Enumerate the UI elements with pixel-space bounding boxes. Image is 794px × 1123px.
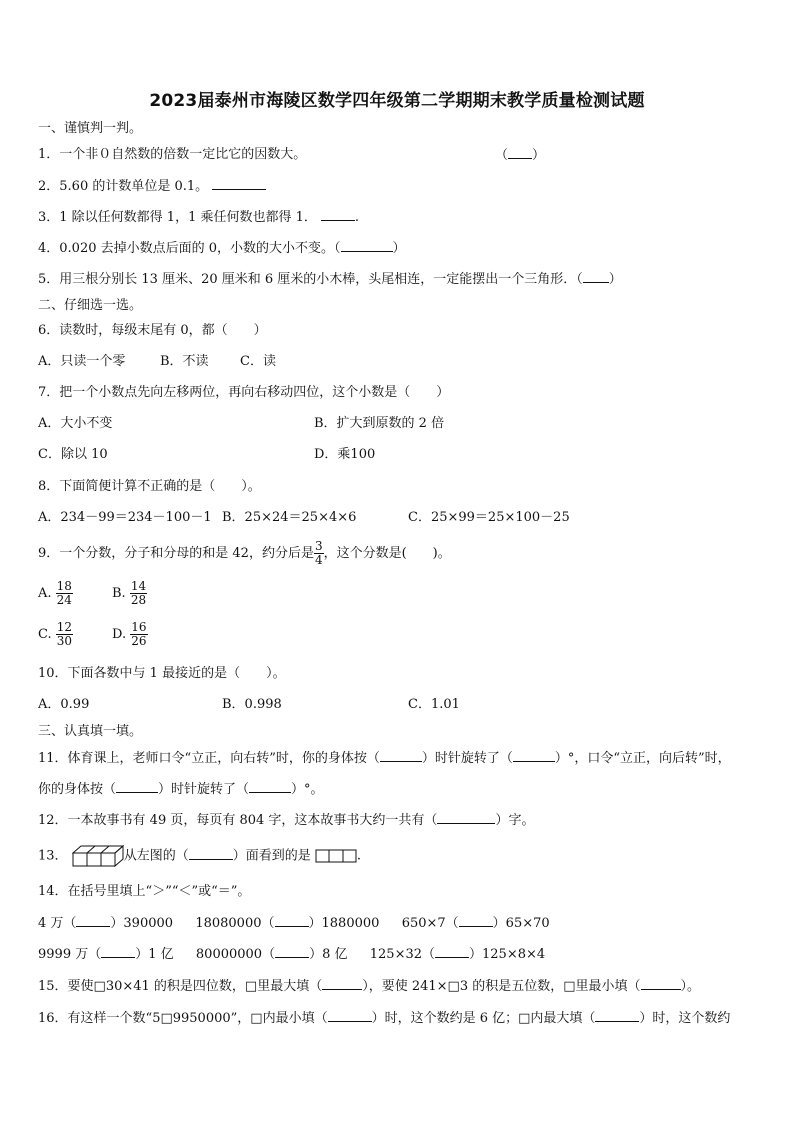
answer-blank[interactable]	[583, 270, 609, 283]
question-15: 15．要使□30×41 的积是四位数，□里最大填（ ），要使 241×□3 的积是五位数，□里最小填（ ）。	[38, 979, 701, 994]
answer-blank[interactable]	[321, 208, 355, 221]
question-16: 16．有这样一个数“5□9950000”，□内最小填（ ）时，这个数约是 6 亿；□内最大填（ ）时，这个数约	[38, 1011, 731, 1026]
three-squares-view	[315, 849, 357, 863]
fraction: $\frac{14}{28}$	[130, 579, 147, 607]
question-13: 13． 从左图的（ ）面看到的是 .	[38, 845, 361, 868]
question-text: 4．0.020 去掉小数点后面的 0，小数的大小不变。（	[38, 241, 341, 256]
section-heading: 三、认真填一填。	[38, 724, 143, 739]
answer-blank[interactable]	[595, 1009, 639, 1022]
section-heading: 二、仔细选一选。	[38, 298, 143, 313]
page-title: 2023届泰州市海陵区数学四年级第二学期期末教学质量检测试题	[149, 91, 645, 111]
fraction: $\frac{16}{26}$	[131, 620, 147, 648]
question-6: 6．读数时，每级末尾有 0，都（ ）	[38, 323, 267, 338]
question-text: 2．5.60 的计数单位是 0.1。	[38, 179, 209, 194]
option-b[interactable]: B．不读	[160, 354, 209, 369]
option-b[interactable]: B．0.998	[222, 697, 282, 712]
fraction: $\frac{3}{4}$	[314, 539, 323, 567]
question-12: 12．一本故事书有 49 页，每页有 804 字，这本故事书大约一共有（ ）字。	[38, 813, 535, 828]
option-d[interactable]: D. $\frac{16}{26}$	[112, 620, 147, 648]
question-14-row-1: 4 万（ ）390000 18080000（ ）1880000 650×7（ ）65×70	[38, 916, 550, 931]
option-c[interactable]: C．读	[240, 354, 276, 369]
question-text: 1．一个非０自然数的倍数一定比它的因数大。	[38, 147, 307, 162]
question-4: 4．0.020 去掉小数点后面的 0，小数的大小不变。（ ）	[38, 241, 406, 256]
question-10: 10．下面各数中与 1 最接近的是（ ）。	[38, 666, 286, 681]
answer-blank[interactable]	[212, 177, 266, 190]
option-b[interactable]: B. $\frac{14}{28}$	[112, 579, 147, 607]
option-b[interactable]: B．25×24＝25×4×6	[222, 510, 357, 525]
answer-blank[interactable]	[101, 945, 135, 958]
question-2	[38, 177, 266, 196]
option-a[interactable]: A. $\frac{18}{24}$	[38, 579, 72, 607]
answer-blank[interactable]	[513, 749, 555, 762]
answer-blank[interactable]	[322, 977, 362, 990]
option-b[interactable]: B．扩大到原数的 2 倍	[314, 416, 445, 431]
question-text: 9．一个分数，分子和分母的和是 42，约分后是	[38, 546, 314, 561]
option-a[interactable]: A．0.99	[38, 697, 90, 712]
question-9: 9．一个分数，分子和分母的和是 42，约分后是 $\frac{3}{4}$ ，这个分数是( )。	[38, 539, 451, 567]
answer-blank[interactable]	[275, 914, 309, 927]
option-c[interactable]: C．1.01	[408, 697, 460, 712]
option-c[interactable]: C．25×99＝25×100－25	[408, 510, 570, 525]
answer-blank[interactable]	[435, 945, 469, 958]
option-a[interactable]: A．234－99＝234－100－1	[38, 510, 212, 525]
option-c[interactable]: C．除以 10	[38, 447, 108, 462]
question-5: 5．用三根分别长 13 厘米、20 厘米和 6 厘米的小木棒，头尾相连，一定能摆出一个三角形．（ ）	[38, 272, 622, 287]
answer-blank[interactable]	[328, 1009, 372, 1022]
answer-blank[interactable]	[189, 847, 233, 860]
option-a[interactable]: A．只读一个零	[38, 354, 126, 369]
cube-solid-figure	[72, 845, 124, 867]
fraction: $\frac{12}{30}$	[56, 620, 73, 648]
question-3: 3．1 除以任何数都得 1，1 乘任何数也都得 1． .	[38, 210, 360, 225]
question-14: 14．在括号里填上“＞”“＜”或“＝”。	[38, 884, 251, 899]
answer-blank[interactable]	[116, 780, 158, 793]
answer-blank[interactable]	[459, 914, 493, 927]
answer-blank[interactable]	[341, 239, 393, 252]
fraction: $\frac{18}{24}$	[56, 579, 72, 607]
question-8: 8．下面简便计算不正确的是（ ）。	[38, 479, 261, 494]
answer-blank[interactable]	[641, 977, 681, 990]
question-14-row-2: 9999 万（ ）1 亿 80000000（ ）8 亿 125×32（ ）125×8×4	[38, 947, 546, 962]
question-text: 5．用三根分别长 13 厘米、20 厘米和 6 厘米的小木棒，头尾相连，一定能摆出一个三角形．（	[38, 272, 583, 287]
answer-blank[interactable]	[508, 146, 532, 159]
answer-blank[interactable]	[275, 945, 309, 958]
answer-blank[interactable]	[249, 780, 291, 793]
question-11: 11．体育课上，老师口令“立正，向右转”时，你的身体按（ ）时针旋转了（ ）°，口令“立正，向后转”时，	[38, 751, 731, 766]
section-heading: 一、谨慎判一判。	[38, 121, 143, 136]
option-d[interactable]: D．乘100	[314, 447, 376, 462]
option-a[interactable]: A．大小不变	[38, 416, 113, 431]
answer-blank[interactable]	[76, 914, 110, 927]
answer-blank[interactable]	[437, 811, 495, 824]
answer-blank[interactable]	[380, 749, 422, 762]
question-text: 3．1 除以任何数都得 1，1 乘任何数也都得 1．	[38, 210, 317, 225]
question-11-cont: 你的身体按（ ）时针旋转了（ ）°。	[38, 782, 324, 797]
answer-bracket: （ ）	[495, 148, 546, 163]
question-1	[38, 146, 306, 164]
option-c[interactable]: C. $\frac{12}{30}$	[38, 620, 73, 648]
question-7: 7．把一个小数点先向左移两位，再向右移动四位，这个小数是（ ）	[38, 385, 450, 400]
